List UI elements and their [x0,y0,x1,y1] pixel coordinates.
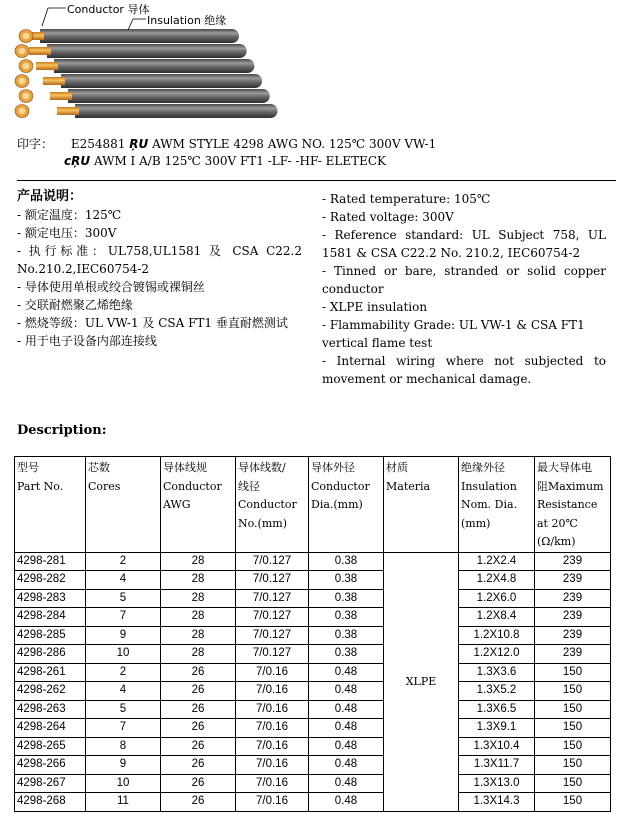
table-cell: 10 [86,774,161,793]
table-cell: 4298-283 [15,589,86,608]
insulation-jacket [61,74,262,88]
table-header-row [15,457,611,553]
column-header [15,457,86,553]
conductor-core [43,77,65,85]
conductor-core [57,107,79,115]
table-row [15,571,611,590]
ul-logo-icon: ŖU [129,137,149,151]
insulation-jacket [47,44,247,58]
table-cell: 7/0.16 [236,682,309,701]
table-cell: 7/0.16 [236,719,309,738]
table-cell: 26 [161,719,236,738]
table-row [15,645,611,664]
table-cell: 10 [86,645,161,664]
table-cell: 11 [86,793,161,812]
table-cell: 1.3X11.7 [459,756,535,775]
table-cell: 0.48 [309,700,384,719]
cable-strand [19,89,270,103]
insulation-jacket [75,104,278,118]
column-header [86,457,161,553]
spec-en-item: - Rated voltage: 300V [322,210,454,224]
table-cell: 0.48 [309,663,384,682]
material-cell: XLPE [384,552,459,811]
table-cell: 0.48 [309,719,384,738]
table-cell: 1.2X6.0 [459,589,535,608]
spec-en-item: - XLPE insulation [322,300,428,314]
table-row [15,774,611,793]
spec-cn-item: - 导体使用单根或绞合镀锡或裸铜丝 [17,280,205,294]
table-cell: 1.3X5.2 [459,682,535,701]
table-cell: 0.38 [309,608,384,627]
column-header-line: Materia [386,479,431,493]
column-header [161,457,236,553]
table-cell: 7/0.127 [236,608,309,627]
table-cell: 4298-285 [15,626,86,645]
column-header-line: Cores [88,479,121,493]
table-cell: 4298-265 [15,737,86,756]
ul-file-number: E254881 [70,137,126,151]
spec-en-item: - Flammability Grade: UL VW-1 & CSA FT1 vertical flame test [322,318,585,350]
table-cell: 150 [535,737,611,756]
spec-cn-item: - 用于电子设备内部连接线 [17,334,157,348]
callout-leader-lines [0,0,300,40]
table-row [15,552,611,571]
table-cell: 0.48 [309,793,384,812]
print-line-1-text: AWM STYLE 4298 AWG NO. 125℃ 300V VW-1 [152,137,437,151]
conductor-end-core [23,63,30,69]
table-cell: 150 [535,756,611,775]
cul-logo-icon [64,154,90,168]
conductor-end-core [19,108,26,114]
table-cell: 28 [161,608,236,627]
table-cell: 239 [535,571,611,590]
column-header-line: Resistance [537,498,598,511]
spec-cn-item: - 额定电压：300V [17,226,117,240]
table-cell: 0.48 [309,774,384,793]
table-cell: 0.48 [309,682,384,701]
column-header-line: (Ω/km) [537,535,576,548]
column-header-line: 绝缘外径 [461,461,505,474]
table-cell: 8 [86,737,161,756]
table-row [15,793,611,812]
spec-en-item: - Rated temperature: 105℃ [322,192,491,206]
table-cell: 4 [86,682,161,701]
table-row [15,700,611,719]
table-row [15,756,611,775]
table-cell: 150 [535,700,611,719]
table-cell: 239 [535,589,611,608]
table-cell: 28 [161,626,236,645]
print-line-2 [17,153,617,170]
specification-table [14,456,611,812]
column-header [309,457,384,553]
conductor-core [29,47,51,55]
table-row [15,663,611,682]
column-header-line: 阻Maximum [537,479,604,493]
table-cell: 7/0.16 [236,774,309,793]
table-cell: 5 [86,700,161,719]
table-cell: 150 [535,774,611,793]
table-row [15,682,611,701]
column-header-line: 材质 [386,461,408,474]
table-cell: 4298-263 [15,700,86,719]
column-header-line: 型号 [17,461,39,474]
table-cell: 0.38 [309,589,384,608]
table-cell: 1.3X9.1 [459,719,535,738]
spec-en-item: - Reference standard: UL Subject 758, UL 1581 & CSA C22.2 No. 210.2, IEC60754-2 [322,228,606,260]
table-cell: 0.38 [309,645,384,664]
table-row [15,737,611,756]
table-cell: 26 [161,756,236,775]
table-cell: 1.2X8.4 [459,608,535,627]
table-cell: 0.48 [309,737,384,756]
table-cell: 1.2X10.8 [459,626,535,645]
table-cell: 4298-262 [15,682,86,701]
table-cell: 7/0.16 [236,756,309,775]
table-cell: 7/0.16 [236,793,309,812]
table-cell: 26 [161,682,236,701]
table-cell: 28 [161,552,236,571]
table-cell: 0.38 [309,626,384,645]
column-header [236,457,309,553]
table-cell: 239 [535,608,611,627]
column-header-line: Conductor [311,479,370,493]
table-cell: 7/0.127 [236,552,309,571]
table-cell: 7/0.127 [236,589,309,608]
table-cell: 9 [86,626,161,645]
cable-strand [15,104,278,118]
spec-cn-item: - 额定温度：125℃ [17,208,122,222]
insulation-callout: Insulation 绝缘 [147,14,227,27]
table-cell: 4298-266 [15,756,86,775]
spec-english [322,190,606,388]
table-cell: 26 [161,737,236,756]
table-row [15,719,611,738]
cable-strand [15,44,247,58]
table-cell: 1.3X6.5 [459,700,535,719]
table-cell: 4298-264 [15,719,86,738]
table-cell: 28 [161,589,236,608]
print-label: 印字： [17,137,54,151]
conductor-end-core [19,78,26,84]
table-cell: 7/0.127 [236,571,309,590]
column-header-line: Insulation [461,479,517,493]
table-cell: 1.3X3.6 [459,663,535,682]
spec-en-item: - Internal wiring where not subjected to movement or mechanical damage. [322,354,606,386]
table-cell: 4298-268 [15,793,86,812]
table-row [15,626,611,645]
column-header-line: Part No. [17,479,64,493]
spec-heading: 产品说明： [17,189,83,204]
table-cell: 4298-267 [15,774,86,793]
table-cell: 7 [86,719,161,738]
insulation-jacket [54,59,254,73]
table-cell: 150 [535,663,611,682]
table-cell: 7/0.127 [236,645,309,664]
table-row [15,589,611,608]
table-cell: 7/0.127 [236,626,309,645]
table-cell: 239 [535,645,611,664]
table-cell: 4298-281 [15,552,86,571]
table-cell: 4298-282 [15,571,86,590]
column-header-line: 导体线规 [163,461,207,474]
table-cell: 26 [161,700,236,719]
table-row [15,608,611,627]
column-header [459,457,535,553]
column-header [535,457,611,553]
table-cell: 2 [86,663,161,682]
table-cell: 4 [86,571,161,590]
conductor-core [36,62,58,70]
section-divider [17,180,616,181]
conductor-end-core [23,93,30,99]
table-cell: 26 [161,793,236,812]
column-header-line: 最大导体电 [537,461,592,474]
table-cell: 239 [535,552,611,571]
table-cell: 5 [86,589,161,608]
table-cell: 28 [161,571,236,590]
table-cell: 0.38 [309,571,384,590]
table-cell: 1.3X14.3 [459,793,535,812]
table-cell: 4298-284 [15,608,86,627]
table-cell: 26 [161,663,236,682]
column-header-line: 芯数 [88,461,110,474]
insulation-jacket [68,89,270,103]
table-cell: 2 [86,552,161,571]
print-line-2-text: AWM I A/B 125℃ 300V FT1 -LF- -HF- ELETECK [93,154,387,168]
cul-logo-ul: ŖU [71,154,91,168]
column-header-line: at 20℃ [537,516,578,530]
table-cell: 0.38 [309,552,384,571]
column-header-line: 线径 [238,479,260,493]
column-header [384,457,459,553]
cul-logo-c: c [64,154,72,168]
table-cell: 1.2X12.0 [459,645,535,664]
column-header-line: Dia.(mm) [311,498,363,511]
print-marking [17,136,617,170]
table-cell: 7 [86,608,161,627]
spec-cn-item: - 执行标准：UL758,UL1581 及 CSA C22.2 No.210.2,IEC60754-2 [17,244,302,276]
conductor-core [50,92,72,100]
spec-cn-item: - 交联耐燃聚乙烯绝缘 [17,298,133,312]
table-cell: 7/0.16 [236,663,309,682]
spec-cn-item: - 燃烧等级：UL VW-1 及 CSA FT1 垂直耐燃测试 [17,316,288,330]
table-cell: 1.2X4.8 [459,571,535,590]
table-cell: 150 [535,793,611,812]
table-cell: 239 [535,626,611,645]
conductor-callout: Conductor 导体 [67,3,150,16]
table-cell: 28 [161,645,236,664]
conductor-end-core [19,48,26,54]
column-header-line: No.(mm) [238,516,287,530]
table-cell: 4298-261 [15,663,86,682]
column-header-line: (mm) [461,516,491,530]
table-cell: 7/0.16 [236,700,309,719]
cable-strand [19,59,254,73]
table-cell: 150 [535,682,611,701]
column-header-line: Conductor [163,479,222,493]
table-cell: 26 [161,774,236,793]
table-cell: 4298-286 [15,645,86,664]
spec-en-item: - Tinned or bare, stranded or solid copper conductor [322,264,606,296]
column-header-line: AWG [163,498,191,511]
column-header-line: Conductor [238,498,297,511]
description-title: Description: [17,423,107,438]
column-header-line: 导体外径 [311,461,355,474]
column-header-line: 导体线数/ [238,461,286,474]
column-header-line: Nom. Dia. [461,498,518,511]
cable-strand [15,74,262,88]
table-cell: 1.2X2.4 [459,552,535,571]
table-cell: 7/0.16 [236,737,309,756]
print-line-1 [17,136,617,153]
spec-chinese [17,188,302,350]
table-cell: 0.48 [309,756,384,775]
table-cell: 1.3X10.4 [459,737,535,756]
table-cell: 9 [86,756,161,775]
table-cell: 150 [535,719,611,738]
table-cell: 1.3X13.0 [459,774,535,793]
